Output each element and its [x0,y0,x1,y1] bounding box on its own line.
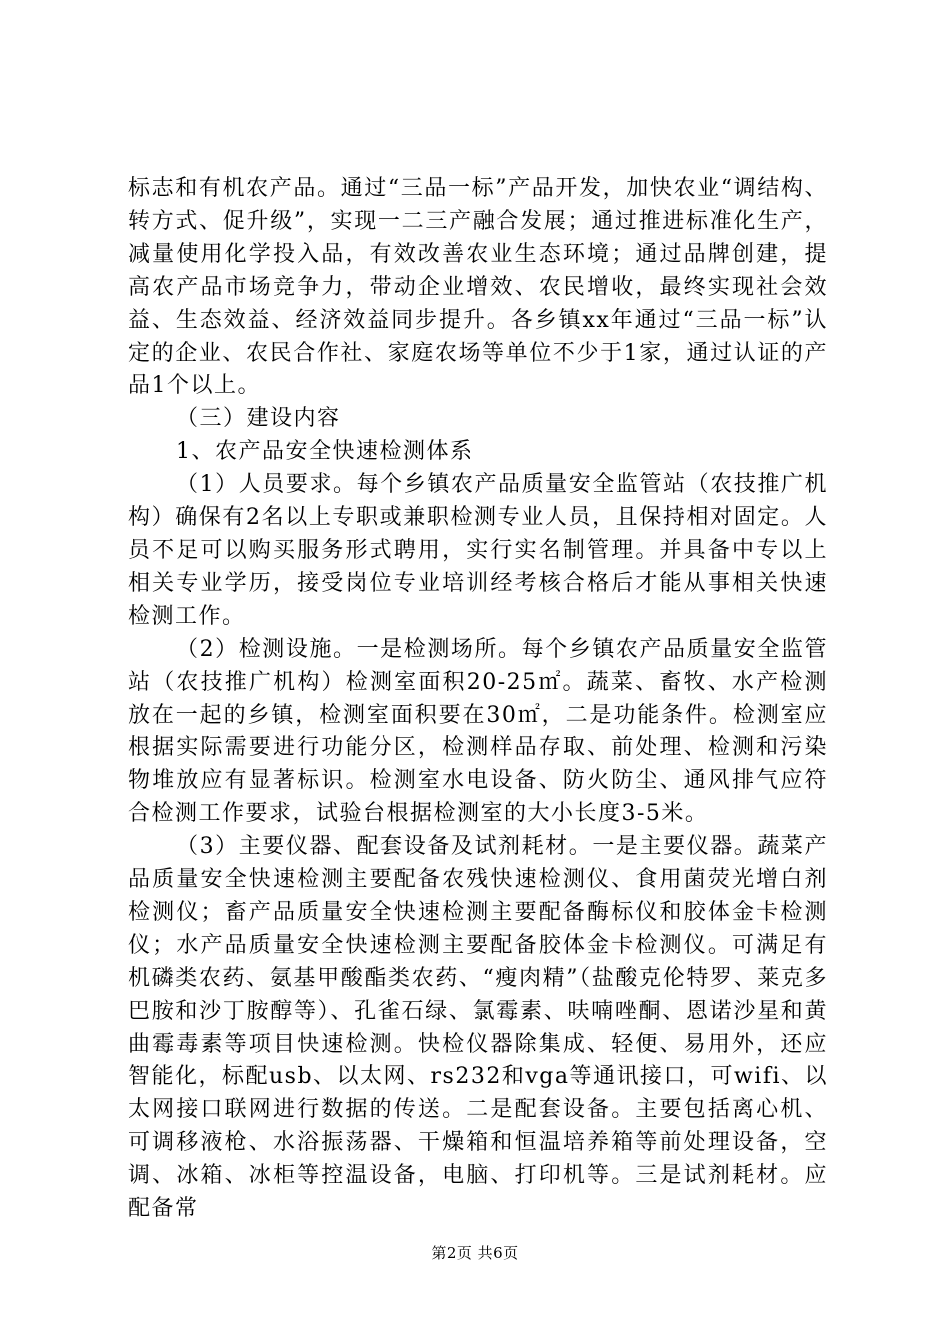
section-heading-construction-content: （三）建设内容 [176,406,341,432]
page-number-footer: 第2页 共6页 [431,1244,519,1262]
document-body [128,173,828,1226]
paragraph-instruments-equipment: （3）主要仪器、配套设备及试剂耗材。一是主要仪器。蔬菜产品质量安全快速检测主要配备农残快速检测仪、食用菌荧光增白剂检测仪；畜产品质量安全快速检测主要配备酶标仪和胶体金卡检测仪；水产品质量安全快速检测主要配备胶体金卡检测仪。可满足有机磷类农药、氨基甲酸酯类农药、“瘦肉精”（盐酸克伦特罗、莱克多巴胺和沙丁胺醇等）、孔雀石绿、氯霉素、呋喃唑酮、恩诺沙星和黄曲霉毒素等项目快速检测。快检仪器除集成、轻便、易用外，还应智能化，标配usb、以太网、rs232和vga等通讯接口，可wifi、以太网接口联网进行数据的传送。二是配套设备。主要包括离心机、可调移液枪、水浴振荡器、干燥箱和恒温培养箱等前处理设备，空调、冰箱、冰柜等控温设备，电脑、打印机等。三是试剂耗材。应配备常 [128,834,829,1222]
paragraph-personnel-requirements: （1）人员要求。每个乡镇农产品质量安全监管站（农技推广机构）确保有2名以上专职或兼职检测专业人员，且保持相对固定。人员不足可以购买服务形式聘用，实行实名制管理。并具备中专以上相关专业学历，接受岗位专业培训经考核合格后才能从事相关快速检测工作。 [128,472,828,629]
paragraph-intro: 标志和有机农产品。通过“三品一标”产品开发，加快农业“调结构、转方式、促升级”，实现一二三产融合发展；通过推进标准化生产，减量使用化学投入品，有效改善农业生态环境；通过品牌创建，提高农产品市场竞争力，带动企业增效、农民增收，最终实现社会效益、生态效益、经济效益同步提升。各乡镇xx年通过“三品一标”认定的企业、农民合作社、家庭农场等单位不少于1家，通过认证的产品1个以上。 [128,176,828,399]
subsection-heading-rapid-testing-system: 1、农产品安全快速检测体系 [176,439,474,465]
paragraph-testing-facilities: （2）检测设施。一是检测场所。每个乡镇农产品质量安全监管站（农技推广机构）检测室面积20-25㎡。蔬菜、畜牧、水产检测放在一起的乡镇，检测室面积要在30㎡，二是功能条件。检测室应根据实际需要进行功能分区，检测样品存取、前处理、检测和污染物堆放应有显著标识。检测室水电设备、防火防尘、通风排气应符合检测工作要求，试验台根据检测室的大小长度3-5米。 [128,636,828,827]
